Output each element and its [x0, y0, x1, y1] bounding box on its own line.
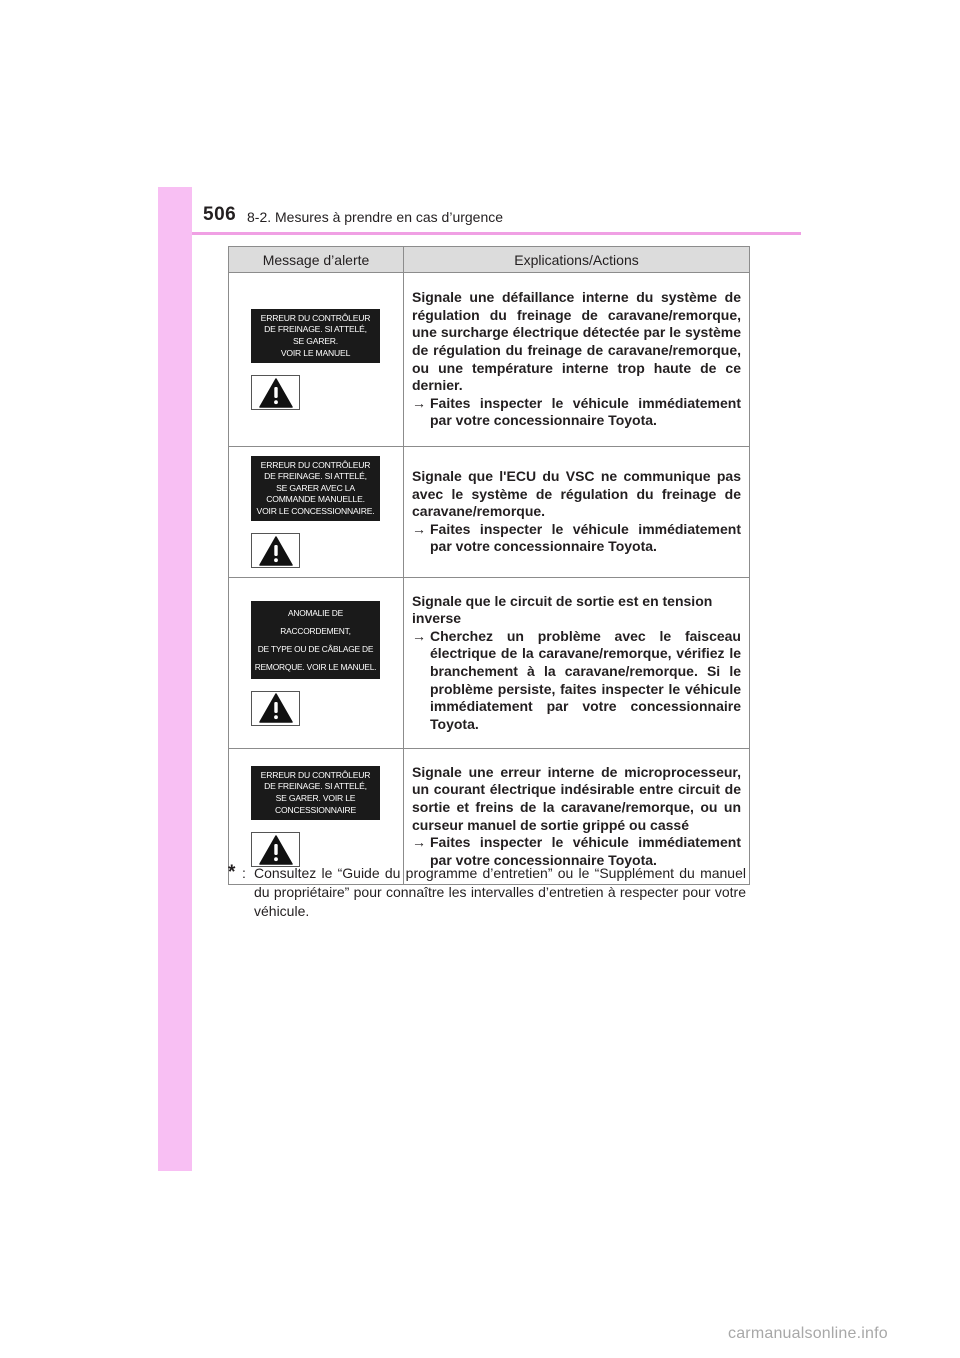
explanation-cell — [404, 447, 750, 578]
explanation-cell — [404, 578, 750, 749]
warning-display-image: ERREUR DU CONTRÔLEUR DE FREINAGE. SI ATTELÉ, SE GARER AVEC LA COMMANDE MANUELLE. VOIR LE CONCESSIONNAIRE. — [251, 456, 380, 522]
warning-display-image: ERREUR DU CONTRÔLEUR DE FREINAGE. SI ATTELÉ, SE GARER. VOIR LE CONCESSIONNAIRE — [251, 766, 380, 820]
message-cell — [229, 447, 404, 578]
explanation-text: Signale une défaillance interne du système de régulation du freinage de caravane/remorque, une surcharge électrique détectée par le système de régulation du freinage de caravane/remorque, ou une température interne trop haute de ce dernier. — [412, 289, 741, 394]
footnote-separator: : — [242, 865, 246, 881]
warning-triangle-icon — [251, 533, 300, 568]
warning-display-image: ERREUR DU CONTRÔLEUR DE FREINAGE. SI ATTELÉ, SE GARER. VOIR LE MANUEL — [251, 309, 380, 363]
explanation-text: Signale que le circuit de sortie est en tension inverse — [412, 592, 713, 627]
explanation-cell — [404, 273, 750, 447]
chapter-side-tab — [158, 187, 192, 1171]
footnote-text: Consultez le “Guide du programme d’entretien” ou le “Supplément du manuel du propriétaire” pour connaître les intervalles d’entretien à respecter pour votre véhicule. — [254, 865, 746, 919]
footnote-marker: * — [228, 862, 236, 883]
column-header-message: Message d’alerte — [229, 247, 404, 273]
explanation-text: Signale que l'ECU du VSC ne communique pas avec le système de régulation du freinage de caravane/remorque. — [412, 468, 741, 520]
arrow-icon: → — [412, 520, 426, 537]
warning-messages-table — [228, 246, 750, 885]
table-row — [229, 273, 750, 447]
table-header-row — [229, 247, 750, 273]
arrow-icon: → — [412, 627, 426, 644]
action-text: Faites inspecter le véhicule immédiatement par votre concessionnaire Toyota. — [430, 394, 741, 429]
column-header-explanations: Explications/Actions — [404, 247, 750, 273]
message-cell — [229, 578, 404, 749]
arrow-icon: → — [412, 834, 426, 851]
action-text: Cherchez un problème avec le faisceau électrique de la caravane/remorque, vérifiez le branchement à la caravane/remorque. Si le problème persiste, faites inspecter le véhicule immédiatement par votre concessionnaire Toyota. — [430, 627, 741, 732]
warning-triangle-icon — [251, 375, 300, 410]
footnote — [228, 864, 746, 921]
section-title: 8-2. Mesures à prendre en cas d’urgence — [247, 209, 504, 225]
message-cell — [229, 273, 404, 447]
warning-triangle-icon — [251, 832, 300, 867]
page-number: 506 — [203, 204, 237, 225]
table-row — [229, 578, 750, 749]
watermark: carmanualsonline.info — [728, 1325, 888, 1342]
explanation-text: Signale une erreur interne de microprocesseur, un courant électrique indésirable entre circuit de sortie et freins de la caravane/remorque, ou un curseur manuel de sortie grippé ou cassé — [412, 763, 741, 833]
arrow-icon: → — [412, 394, 426, 411]
warning-display-image: ANOMALIE DE RACCORDEMENT, DE TYPE OU DE CÂBLAGE DE REMORQUE. VOIR LE MANUEL. — [251, 601, 380, 679]
table-row — [229, 447, 750, 578]
action-text: Faites inspecter le véhicule immédiatement par votre concessionnaire Toyota. — [430, 520, 741, 555]
action-text: Faites inspecter le véhicule immédiatement par votre concessionnaire Toyota. — [430, 834, 741, 868]
header-rule — [192, 232, 801, 235]
warning-triangle-icon — [251, 691, 300, 726]
